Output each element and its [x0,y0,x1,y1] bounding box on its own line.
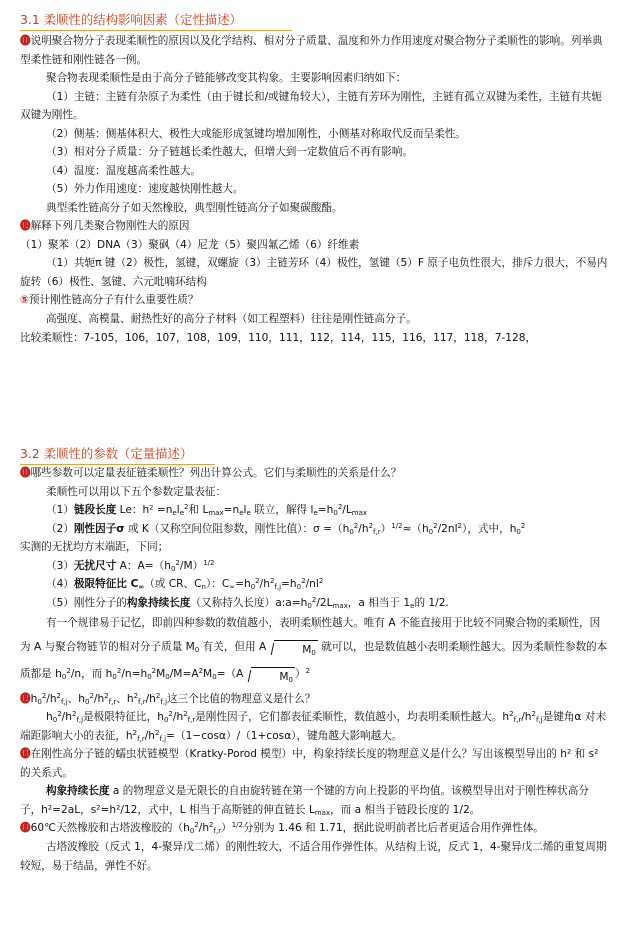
superscript: 2 [457,521,463,530]
text-fragment: （或 CR、C [144,578,202,591]
superscript: 2 [184,503,189,512]
question-1 [20,32,610,69]
answer-intro: 聚合物表现柔顺性是由于高分子链能够改变其构象。主要影响因素归纳如下： [46,72,407,85]
subscript: f,r [373,527,381,536]
text-fragment: ） [221,822,232,835]
superscript: 2 [301,577,306,586]
subscript: 0 [349,527,354,536]
text-fragment: /L [342,504,352,517]
text-fragment: （4） [46,578,74,591]
superscript: 1/2 [203,558,215,567]
section-3-2-body [20,464,610,875]
question-number: ⓬ [20,220,31,233]
superscript: 2 [520,521,526,530]
question-text: 在刚性高分子链的蠕虫状链模型（Kratky-Porod 模型）中，构象持续长度的物理意义是什么？写出该模型导出的 h² 和 s² 的关系式。 [20,748,599,779]
text-fragment: h [30,692,38,705]
subscript: 0 [516,527,521,536]
text-fragment: /M） [179,559,204,572]
text-fragment: /n，而 h [70,667,113,680]
text-fragment: （1） [46,504,74,517]
question-number: ⓮ [20,822,31,835]
question-number: ⓫ [20,35,31,47]
superscript: 2 [116,666,122,675]
rigid-chain-properties: 高强度、高模量、耐热性好的高分子材料（如工程塑料）往往是刚性链高分子。 [46,312,417,325]
text-fragment: =（1−cosα）/（1+cosα），键角越大影响越大。 [166,729,403,742]
text-fragment: ），式中，h [462,522,517,535]
typical-examples: 典型柔性链高分子如天然橡胶，典型刚性链高分子如聚碳酸酯。 [46,201,343,214]
question-text: 哪些参数可以定量表征链柔顺性？列出计算公式。它们与柔顺性的关系是什么？ [30,467,402,479]
superscript: 2 [41,691,47,700]
text-fragment: 分别为 1.46 和 1.71，据此说明前者比后者更适合用作弹性体。 [242,822,544,835]
subscript: f,r [108,697,117,706]
param-unperturbed-size [20,557,610,576]
subscript: f,r [138,697,146,706]
polymer-reasons: （1）共轭π 键（2）极性，氢键，双螺旋（3）主链芳环（4）极性，氢键（5）F 原子电负性很大，排斥力很大，不易内旋转（6）极性、氢键、六元吡喃环结构 [20,257,608,288]
subscript: 0 [307,601,312,610]
subscript: f,j [535,716,543,725]
text-fragment: /M=A [169,667,199,680]
question-number: ⓭ [20,748,31,761]
superscript: 2 [155,691,161,700]
text-fragment: ，a 相当于 1 [347,596,411,609]
text-fragment: 是刚性因子，它们都表征柔顺性，数值越小，均表明柔顺性越大。h [195,711,510,724]
superscript: 2 [255,577,260,586]
superscript: 2 [56,691,62,700]
superscript: 2 [353,521,359,530]
superscript: 1/2 [391,521,403,530]
question-number: ⓫ [20,467,31,479]
section-title-3-2-text: 3.2 柔顺性的参数（定量描述） [20,446,193,461]
subscript: f,r [213,827,222,836]
superscript: 2 [66,666,71,675]
subscript: 0 [170,564,176,573]
factor-molecular-weight: （3）相对分子质量：分子链越长柔性越大，但增大到一定数值后不再有影响。 [46,146,413,159]
text-fragment: 联立，解得 l [250,504,314,517]
superscript: 2 [318,577,324,586]
question-1 [20,464,610,483]
subscript: e [313,509,318,518]
superscript: 2 [368,521,374,530]
text-fragment: ）：C [205,578,230,591]
sqrt-m0: $M_0$ [266,639,318,663]
sqrt-m0: $M_0$ [243,666,295,690]
superscript: 2 [337,503,343,512]
factor-side-group: （2）侧基：侧基体积大、极性大或能形成氢键均增加刚性，小侧基对称取代反而呈柔性。 [46,127,466,140]
text-fragment: 或 K（又称空间位阻参数，刚性比值）：σ =（h [124,522,350,535]
subscript: 0 [84,697,90,706]
text-fragment: （5）刚性分子的 [46,596,127,609]
subscript: e [410,601,415,610]
superscript: 2 [89,691,94,700]
text-fragment: 极限特征比 C [73,578,139,591]
subscript: 0 [61,672,67,681]
question-3-answer [20,782,610,819]
param-persistence-length [20,594,610,613]
text-fragment: =（A [216,667,244,680]
superscript: 2 [269,577,275,586]
text-fragment: 链段长度 [73,504,117,517]
text-fragment: =h [235,578,251,591]
subscript: n [201,583,206,592]
question-3 [20,745,610,782]
superscript: 2 [71,710,77,719]
subscript: max [351,509,368,518]
param-rigidity-note: 实测的无扰均方末端距，下同； [20,541,169,554]
text-fragment: （又称持久长度）a:a=h [190,596,308,609]
superscript: 2 [151,666,157,675]
subscript: max [332,601,348,610]
question-text: 解释下列几类聚合物刚性大的原因 [30,220,190,233]
text-fragment: ） [380,522,392,535]
text-fragment: /2nl [437,522,458,535]
subscript: 0 [428,527,434,536]
question-text: 预计刚性链高分子有什么重要性质？ [28,294,199,307]
compare-flexibility: 比较柔顺性：7-105，106，107，108，109，110，111，112，114，115，116，117，118，7-128， [20,331,537,344]
factor-main-chain: （1）主链：主链有杂原子为柔性（由于键长和/或键角较大），主链有芳环为刚性，主链有孤立双键为柔性，主链有共轭双键为刚性。 [20,90,602,122]
subscript: 0 [189,827,195,836]
superscript: 2 [311,595,317,604]
text-fragment: 的 1/2. [414,596,449,609]
section-3-1-body [20,32,610,347]
question-3 [20,291,610,310]
text-fragment: M [203,667,213,680]
answer-intro: 柔顺性可以用以下五个参数定量表征： [46,485,227,498]
subscript: 0 [296,583,302,592]
text-fragment: A：A=（h [116,559,171,572]
text-fragment: M [156,667,166,680]
text-fragment: Le：h² =n [116,504,173,517]
subscript: f,j [160,697,168,706]
superscript: 2 [57,710,62,719]
superscript: 2 [433,521,438,530]
text-fragment: a 的物理意义是无限长的自由旋转链在第一个键的方向上投影的平均值。该模型导出对于刚性棒状高分子，h²=2aL，s²=h²/12，式中，L 相当于高斯链的伸直链长 L [20,785,589,816]
subscript: e [239,509,244,518]
superscript: 2 [209,821,214,830]
param-characteristic-ratio [20,575,610,594]
text-fragment: ≈（h [402,522,429,535]
subscript: 0 [250,583,256,592]
subscript: 0 [288,675,293,684]
subscript: 0 [333,509,338,518]
text-fragment: 就可以，也是数值越小表明柔顺性越大。因为柔顺性参数的本质都是 h [20,641,608,680]
param-rigidity-factor [20,520,610,539]
text-fragment: 刚性因子σ [73,522,125,535]
text-fragment: 和 L [188,504,209,517]
section-title-3-1 [20,12,242,28]
text-fragment: 、h [67,692,85,705]
question-2: $⓬h_0^2/h^2_{f,j}$、$h_0^2/h^2_{f,r}$、$h^2_{f,r}/h^2_{f,j}$这三个比值的物理意义是什么？ [20,691,316,706]
text-fragment: /h [259,578,270,591]
superscript: 2 [198,666,204,675]
subscript: max [314,808,331,817]
subscript: 0 [194,646,200,655]
subscript: f,j [61,697,68,706]
subscript: 0 [37,697,42,706]
text-fragment: 、h [116,692,134,705]
superscript: 2 [194,821,199,830]
text-fragment: 这三个比值的物理意义是什么？ [167,692,316,705]
text-fragment: =n [223,504,240,517]
question-text: 说明聚合物分子表现柔顺性的原因以及化学结构、相对分子质量、温度和外力作用速度对聚合物分子柔顺性的影响。列举典型柔性链和刚性链各一例。 [20,35,603,66]
subscript: ∞ [229,583,236,592]
subscript: 0 [112,672,117,681]
title-underline [20,30,292,31]
polymer-list: （1）聚苯（2）DNA（3）聚砜（4）尼龙（5）聚四氟乙烯（6）纤维素 [20,238,360,251]
subscript: max [208,509,224,518]
question-2-answer: $h_0^2/h^2_{f,j}$是极限特征比，$h_0^2/h^2_{f,r}$是刚性因子，它们都表征柔顺性，数值越小，均表明柔顺性越大。$h^2_{f,r}/h^2_{f,j}$是键角α 对末端距影响大小的表征，$h^2_{f,r}/h^2_{f,j}=(1-\cos\alpha)/(1+\cos\alpha)$，键角越大影响越大。 [20,710,606,743]
subscript: 0 [52,716,58,725]
superscript: 2 [104,691,109,700]
text-fragment: ） [294,667,306,680]
superscript: 2 [155,728,160,737]
question-number: ⑤ [20,294,29,307]
subscript: 0 [147,672,152,681]
question-4-answer: 古塔波橡胶（反式 1，4-聚异戊二烯）的刚性较大，不适合用作弹性体。从结构上说，反式 1，4-聚异戊二烯的重复周期较短，易于结晶，弹性不好。 [20,840,607,872]
superscript: 1/2 [231,821,243,830]
text-fragment: /n=h [121,667,148,680]
subscript: f,r [513,716,522,725]
text-fragment: 构象持续长度 [126,596,191,609]
text-fragment: =h [281,578,297,591]
text-fragment: 60℃天然橡胶和古塔波橡胶的（h [30,822,190,835]
factor-temperature: （4）温度：温度越高柔性越大。 [46,164,202,177]
subscript: f,r [187,716,196,725]
text-fragment: /2L [316,596,333,609]
subscript: 0 [165,672,170,681]
subscript: e [246,509,251,518]
memory-rule [20,612,610,689]
superscript: 2 [168,710,173,719]
subscript: 0 [212,672,217,681]
text-fragment: 构象持续长度 [46,785,110,798]
subscript: 0 [311,649,316,658]
subscript: e [172,509,177,518]
text-fragment: =h [317,504,334,517]
param-segment-length: （1）链段长度 Le：$h^2 =n_el_e^2$和 $L_{max}=n_el_e$ 联立，解得 $l_e=h_0^2/L_{max}$ [46,503,368,518]
question-number: ⓬ [20,692,31,705]
text-fragment: 是键角α 对末端距影响大小的表征，h [20,711,606,742]
superscript: 2 [531,710,536,719]
factor-force-rate: （5）外力作用速度：速度越快刚性越大。 [46,183,244,196]
subscript: f,r [137,734,145,743]
superscript: 2 [183,710,188,719]
text-fragment: /nl [305,578,319,591]
superscript: 2 [305,666,311,675]
superscript: 2 [132,728,138,737]
text-fragment: 有一个规律易于记忆，即前四种参数的数值越小，表明柔顺性越大。唯有 A 不能直接用于比较不同聚合物的柔顺性，因为 A 与聚合物链节的相对分子质量 M [20,617,601,654]
subscript: 0 [163,716,169,725]
text-fragment: /h [358,522,369,535]
subscript: e [179,509,185,518]
section-title-3-1-text: 3.1 柔顺性的结构影响因素（定性描述） [20,12,242,27]
section-title-3-2 [20,446,192,462]
text-fragment: 是极限特征比，h [83,711,164,724]
subscript: f,j [76,716,84,725]
subscript: f,j [274,583,282,592]
superscript: 2 [175,558,180,567]
superscript: 2 [133,691,139,700]
text-fragment: （2） [46,522,74,535]
subscript: f,j [159,734,167,743]
text-fragment: ，而 a 相当于链段长度的 1/2。 [330,803,481,816]
superscript: 2 [509,710,514,719]
text-fragment: （3） [46,559,74,572]
text-fragment: 无扰尺寸 [73,559,117,572]
subscript: ∞ [138,583,145,592]
question-4: ⓮60℃天然橡胶和古塔波橡胶的$(h_0^2/h^2_{f,r})^{1/2}$分别为 1.46 和 1.71，据此说明前者比后者更适合用作弹性体。 [20,821,544,836]
text-fragment: 有关，但用 A [199,641,267,654]
question-2 [20,217,610,236]
